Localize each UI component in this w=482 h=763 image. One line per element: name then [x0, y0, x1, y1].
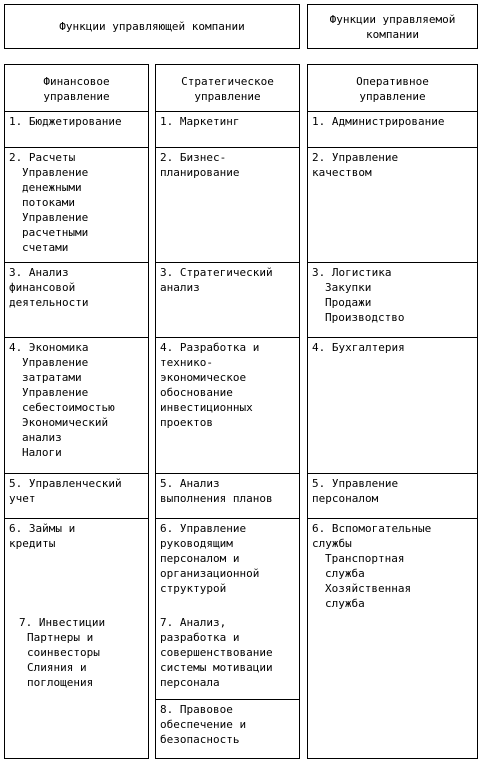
column-title-strategic	[156, 65, 299, 111]
column-title-line: управление	[194, 90, 261, 103]
column-title-line: управление	[43, 90, 110, 103]
function-cell	[156, 699, 299, 760]
function-item: 4. Экономика	[9, 341, 89, 354]
function-subitem: затратами	[22, 371, 82, 384]
function-subitem: Продажи	[325, 296, 372, 309]
function-subitem: Управление	[22, 386, 89, 399]
function-item: анализ	[160, 281, 200, 294]
function-subitem: Управление	[22, 356, 89, 369]
function-cell	[5, 518, 148, 760]
function-item: технико-	[160, 356, 213, 369]
column-title-line: Стратегическое	[181, 75, 274, 88]
function-item: 8. Правовое	[160, 703, 233, 716]
function-item: инвестиционных	[160, 401, 253, 414]
function-item: 2. Управление	[312, 151, 399, 164]
function-cell	[156, 111, 299, 147]
column-operational-management	[307, 64, 478, 759]
function-cell	[5, 147, 148, 262]
function-item: персоналом и	[160, 552, 240, 565]
function-item: проектов	[160, 416, 213, 429]
function-item: 2. Бизнес-	[160, 151, 227, 164]
function-cell-extra-block	[19, 615, 105, 690]
function-item: разработка и	[160, 631, 240, 644]
function-item: 6. Займы и	[9, 522, 76, 535]
function-subitem: Управление	[22, 166, 89, 179]
function-subitem: анализ	[22, 431, 62, 444]
function-cell	[308, 111, 477, 147]
function-subitem: служба	[325, 567, 365, 580]
function-item: обоснование	[160, 386, 233, 399]
function-item: 5. Управление	[312, 477, 399, 490]
function-subitem: Управление	[22, 211, 89, 224]
function-item: совершенствование	[160, 646, 273, 659]
function-item: персонала	[160, 676, 220, 689]
function-item: безопасность	[160, 733, 240, 746]
function-item: 5. Управленческий	[9, 477, 122, 490]
function-subitem: Экономический	[22, 416, 109, 429]
managing-company-header-text: Функции управляющей компании	[59, 20, 245, 33]
function-item: финансовой	[9, 281, 76, 294]
managing-company-header	[4, 4, 300, 49]
function-subitem: соинвесторы	[27, 646, 100, 659]
function-item: кредиты	[9, 537, 56, 550]
function-cell	[308, 473, 477, 518]
function-subitem: Хозяйственная	[325, 582, 412, 595]
function-item: 7. Инвестиции	[19, 616, 106, 629]
function-item: обеспечение и	[160, 718, 247, 731]
function-item: организационной	[160, 567, 260, 580]
function-subitem: служба	[325, 597, 365, 610]
function-subitem: Производство	[325, 311, 405, 324]
function-subitem: Слияния и	[27, 661, 87, 674]
function-item: планирование	[160, 166, 240, 179]
function-subitem: счетами	[22, 241, 69, 254]
function-item: качеством	[312, 166, 372, 179]
function-item: 4. Бухгалтерия	[312, 341, 405, 354]
function-item: персоналом	[312, 492, 379, 505]
function-item: 3. Анализ	[9, 266, 69, 279]
function-item: структурой	[160, 582, 227, 595]
function-subitem: Партнеры и	[27, 631, 94, 644]
function-item: деятельности	[9, 296, 89, 309]
managed-company-header	[307, 4, 478, 49]
function-subitem: Транспортная	[325, 552, 405, 565]
function-item: 1. Бюджетирование	[9, 115, 122, 128]
function-subitem: себестоимостью	[22, 401, 115, 414]
function-item: 6. Управление	[160, 522, 247, 535]
function-cell	[156, 262, 299, 337]
function-item: 5. Анализ	[160, 477, 220, 490]
function-cell	[5, 262, 148, 337]
function-cell	[156, 337, 299, 473]
function-subitem: расчетными	[22, 226, 89, 239]
function-cell	[156, 147, 299, 262]
function-cell	[156, 518, 299, 699]
function-subitem: поглощения	[27, 676, 94, 689]
function-item: 7. Анализ,	[160, 616, 227, 629]
function-subitem: Закупки	[325, 281, 372, 294]
column-title-financial	[5, 65, 148, 111]
function-cell	[308, 262, 477, 337]
function-subitem: потоками	[22, 196, 75, 209]
function-subitem: денежными	[22, 181, 82, 194]
function-item: экономическое	[160, 371, 247, 384]
managed-company-header-line2: компании	[366, 27, 419, 41]
column-title-line: управление	[359, 90, 426, 103]
function-cell	[308, 147, 477, 262]
function-cell	[5, 473, 148, 518]
function-item: руководящим	[160, 537, 233, 550]
column-title-line: Финансовое	[43, 75, 110, 88]
function-item: 3. Логистика	[312, 266, 392, 279]
managed-company-header-line1: Функции управляемой	[329, 12, 456, 26]
function-item: выполнения планов	[160, 492, 273, 505]
function-cell	[308, 518, 477, 760]
column-financial-management	[4, 64, 149, 759]
column-title-line: Оперативное	[356, 75, 429, 88]
function-item: 1. Маркетинг	[160, 115, 240, 128]
function-item: 4. Разработка и	[160, 341, 260, 354]
function-item: системы мотивации	[160, 661, 273, 674]
function-subitem: Налоги	[22, 446, 62, 459]
function-cell	[5, 337, 148, 473]
function-cell-extra-block	[160, 615, 273, 690]
function-item: 2. Расчеты	[9, 151, 76, 164]
function-cell	[5, 111, 148, 147]
function-cell	[308, 337, 477, 473]
column-strategic-management	[155, 64, 300, 759]
function-item: 3. Стратегический	[160, 266, 273, 279]
function-cell	[156, 473, 299, 518]
column-title-operational	[308, 65, 477, 111]
function-item: 6. Вспомогательные	[312, 522, 432, 535]
function-item: 1. Администрирование	[312, 115, 445, 128]
function-item: службы	[312, 537, 352, 550]
function-item: учет	[9, 492, 36, 505]
